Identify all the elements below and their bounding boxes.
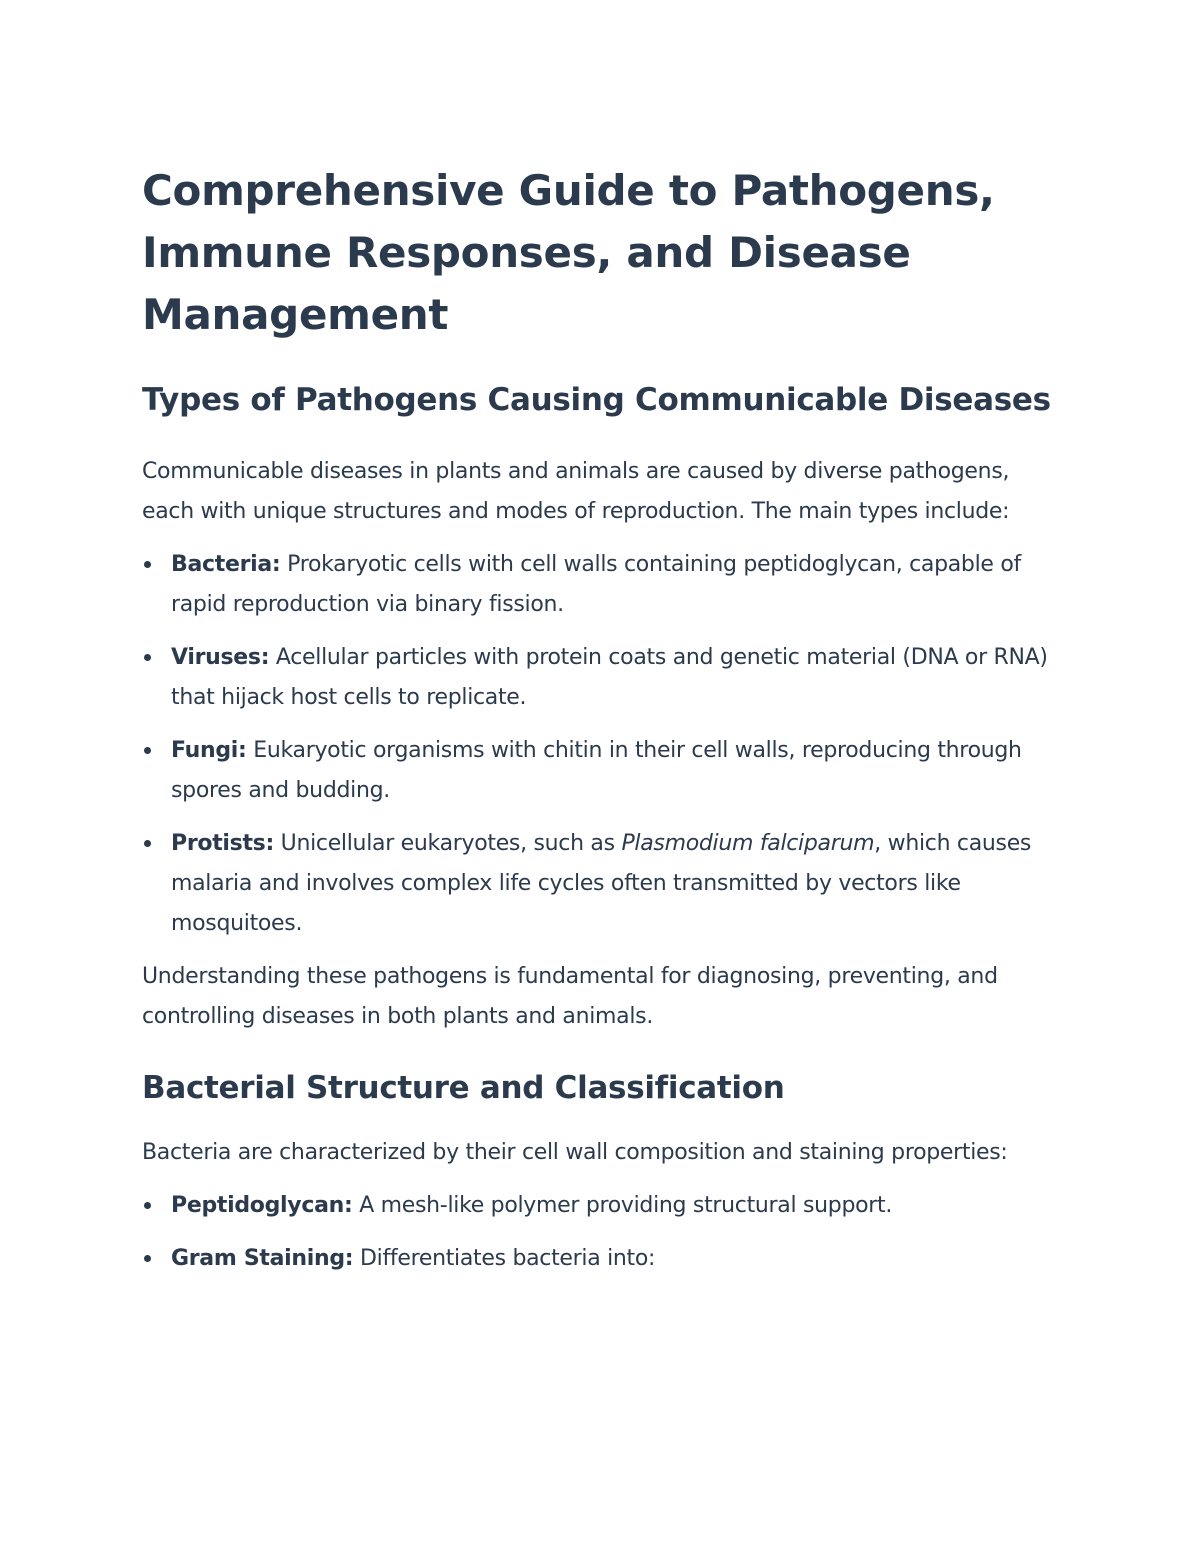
bacterial-features-list (142, 1186, 1062, 1279)
bullet-icon (144, 654, 151, 661)
bullet-icon (144, 1202, 151, 1209)
list-item-text: Prokaryotic cells with cell walls containing peptidoglycan, capable of rapid reproduction via binary fission. (171, 552, 1021, 617)
list-item-bacteria (142, 545, 1062, 625)
list-item-term: Peptidoglycan: (171, 1193, 353, 1218)
list-item-term: Protists: (171, 831, 274, 856)
list-item-protists (142, 824, 1062, 944)
list-item-viruses (142, 638, 1062, 718)
section-intro-paragraph: Bacteria are characterized by their cell wall composition and staining properties: (142, 1140, 1008, 1165)
list-item-term: Viruses: (171, 645, 270, 670)
list-item-text: A mesh-like polymer providing structural support. (352, 1193, 893, 1218)
bullet-icon (144, 1255, 151, 1262)
section-heading-pathogen-types: Types of Pathogens Causing Communicable Diseases (142, 382, 1051, 418)
section-conclusion-paragraph: Understanding these pathogens is fundamental for diagnosing, preventing, and controlling diseases in both plants and animals. (142, 964, 998, 1029)
document-page (142, 160, 1062, 1279)
section-intro-paragraph: Communicable diseases in plants and animals are caused by diverse pathogens, each with unique structures and modes of reproduction. The main types include: (142, 459, 1010, 524)
pathogen-types-list (142, 545, 1062, 944)
list-item-text: , which causes malaria and involves complex life cycles often transmitted by vectors like mosquitoes. (171, 831, 1032, 936)
list-item-text: Unicellular eukaryotes, such as (273, 831, 622, 856)
list-item-term: Fungi: (171, 738, 247, 763)
species-name: Plasmodium falciparum (621, 831, 875, 856)
list-item-fungi (142, 731, 1062, 811)
list-item-text: Differentiates bacteria into: (353, 1246, 656, 1271)
list-item-peptidoglycan (142, 1186, 1062, 1226)
list-item-term: Bacteria: (171, 552, 281, 577)
bullet-icon (144, 840, 151, 847)
page-title: Comprehensive Guide to Pathogens, Immune Responses, and Disease Management (142, 166, 995, 339)
list-item-text: Acellular particles with protein coats and genetic material (DNA or RNA) that hijack host cells to replicate. (171, 645, 1048, 710)
bullet-icon (144, 747, 151, 754)
list-item-term: Gram Staining: (171, 1246, 354, 1271)
list-item-text: Eukaryotic organisms with chitin in their cell walls, reproducing through spores and budding. (171, 738, 1022, 803)
bullet-icon (144, 561, 151, 568)
section-heading-bacterial-structure: Bacterial Structure and Classification (142, 1070, 785, 1106)
list-item-gram-staining (142, 1239, 1062, 1279)
